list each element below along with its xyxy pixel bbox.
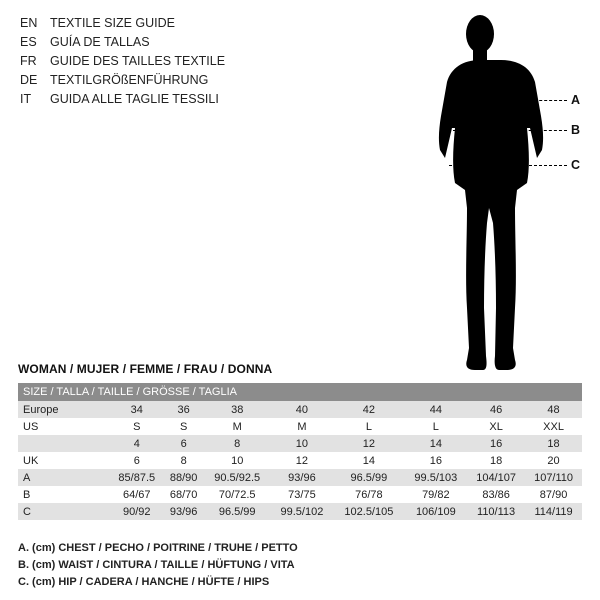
note-waist: B. (cm) WAIST / CINTURA / TAILLE / HÜFTUNG / VITA <box>18 559 295 571</box>
hip-measure-label: C <box>571 158 581 172</box>
row-label: UK <box>18 452 110 469</box>
language-code: IT <box>20 92 32 106</box>
cell: 88/90 <box>164 469 204 486</box>
cell: 16 <box>467 435 525 452</box>
cell: 12 <box>333 435 404 452</box>
cell: 40 <box>271 401 334 418</box>
cell: 90.5/92.5 <box>204 469 271 486</box>
language-row <box>20 71 320 89</box>
size-table <box>18 383 582 520</box>
cell: 10 <box>271 435 334 452</box>
cell: 8 <box>164 452 204 469</box>
cell: 38 <box>204 401 271 418</box>
table-header-label: SIZE / TALLA / TAILLE / GRÖSSE / TAGLIA <box>18 383 582 401</box>
note-chest: A. (cm) CHEST / PECHO / POITRINE / TRUHE / PETTO <box>18 542 298 554</box>
cell: 87/90 <box>525 486 582 503</box>
row-label: Europe <box>18 401 110 418</box>
cell: 16 <box>405 452 468 469</box>
table-row <box>18 401 582 418</box>
chest-measure-label: A <box>571 93 581 107</box>
cell: XXL <box>525 418 582 435</box>
cell: M <box>271 418 334 435</box>
row-label: A <box>18 469 110 486</box>
language-title: TEXTILGRÖßENFÜHRUNG <box>50 73 209 87</box>
language-row <box>20 14 320 32</box>
cell: 18 <box>525 435 582 452</box>
language-code: DE <box>20 73 38 87</box>
note-hip: C. (cm) HIP / CADERA / HANCHE / HÜFTE / HIPS <box>18 576 270 588</box>
table-row <box>18 435 582 452</box>
language-code: ES <box>20 35 37 49</box>
chest-measure-line <box>445 100 567 101</box>
language-title: TEXTILE SIZE GUIDE <box>50 16 176 30</box>
female-silhouette-figure <box>405 8 595 378</box>
cell: 83/86 <box>467 486 525 503</box>
cell: 6 <box>164 435 204 452</box>
row-label: US <box>18 418 110 435</box>
language-row <box>20 90 320 108</box>
silhouette-icon <box>405 8 595 378</box>
cell: 36 <box>164 401 204 418</box>
table-row <box>18 469 582 486</box>
cell: XL <box>467 418 525 435</box>
row-label <box>18 435 110 452</box>
cell: 14 <box>405 435 468 452</box>
cell: 10 <box>204 452 271 469</box>
hip-measure-line <box>449 165 567 166</box>
cell: 4 <box>110 435 164 452</box>
cell: 76/78 <box>333 486 404 503</box>
cell: 68/70 <box>164 486 204 503</box>
cell: S <box>110 418 164 435</box>
cell: 93/96 <box>164 503 204 520</box>
cell: 42 <box>333 401 404 418</box>
language-row <box>20 52 320 70</box>
cell: 46 <box>467 401 525 418</box>
language-code: EN <box>20 16 38 30</box>
cell: 99.5/103 <box>405 469 468 486</box>
table-row <box>18 503 582 520</box>
cell: 110/113 <box>467 503 525 520</box>
table-row <box>18 418 582 435</box>
cell: 79/82 <box>405 486 468 503</box>
table-caption: WOMAN / MUJER / FEMME / FRAU / DONNA <box>18 362 273 376</box>
language-title: GUÍA DE TALLAS <box>50 35 150 49</box>
measurement-notes <box>18 540 578 591</box>
cell: 64/67 <box>110 486 164 503</box>
cell: 96.5/99 <box>333 469 404 486</box>
language-title: GUIDE DES TAILLES TEXTILE <box>50 54 226 68</box>
cell: L <box>333 418 404 435</box>
cell: 104/107 <box>467 469 525 486</box>
cell: 70/72.5 <box>204 486 271 503</box>
table-row <box>18 486 582 503</box>
cell: 99.5/102 <box>271 503 334 520</box>
cell: L <box>405 418 468 435</box>
cell: 106/109 <box>405 503 468 520</box>
cell: 93/96 <box>271 469 334 486</box>
waist-measure-line <box>453 130 567 131</box>
cell: 90/92 <box>110 503 164 520</box>
language-title-list <box>20 14 320 109</box>
language-title: GUIDA ALLE TAGLIE TESSILI <box>50 92 219 106</box>
cell: 12 <box>271 452 334 469</box>
cell: S <box>164 418 204 435</box>
cell: 107/110 <box>525 469 582 486</box>
cell: 20 <box>525 452 582 469</box>
cell: 96.5/99 <box>204 503 271 520</box>
cell: 48 <box>525 401 582 418</box>
cell: 102.5/105 <box>333 503 404 520</box>
cell: 18 <box>467 452 525 469</box>
language-row <box>20 33 320 51</box>
cell: 34 <box>110 401 164 418</box>
cell: 14 <box>333 452 404 469</box>
row-label: B <box>18 486 110 503</box>
cell: 85/87.5 <box>110 469 164 486</box>
table-header-row <box>18 383 582 401</box>
language-code: FR <box>20 54 37 68</box>
cell: 8 <box>204 435 271 452</box>
waist-measure-label: B <box>571 123 581 137</box>
cell: 44 <box>405 401 468 418</box>
cell: 114/119 <box>525 503 582 520</box>
cell: 6 <box>110 452 164 469</box>
cell: M <box>204 418 271 435</box>
cell: 73/75 <box>271 486 334 503</box>
table-row <box>18 452 582 469</box>
row-label: C <box>18 503 110 520</box>
